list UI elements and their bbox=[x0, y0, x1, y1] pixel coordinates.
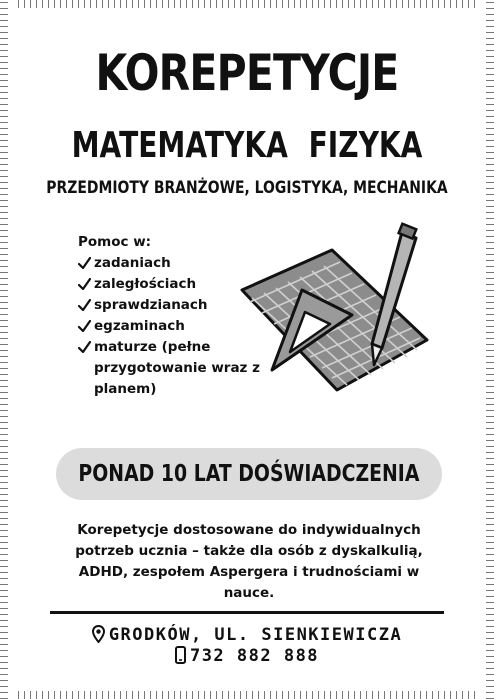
math-tools-illustration bbox=[232, 220, 442, 410]
ruler-border-bottom bbox=[0, 685, 494, 699]
ruler-border-left bbox=[0, 0, 14, 699]
divider bbox=[50, 611, 444, 614]
checkmark-icon bbox=[78, 337, 94, 353]
page-title: KOREPETYCJE bbox=[95, 44, 399, 102]
help-item-label: sprawdzianach bbox=[94, 297, 208, 313]
page-subtitle: MATEMATYKA FIZYKA bbox=[71, 125, 423, 166]
ruler-border-top bbox=[0, 0, 494, 14]
checkmark-icon bbox=[78, 316, 94, 332]
checkmark-icon bbox=[78, 274, 94, 290]
checkmark-icon bbox=[78, 253, 94, 269]
help-item-label: zaległościach bbox=[94, 276, 197, 292]
help-item-label: maturze (pełne przygotowanie wraz z planem) bbox=[94, 339, 260, 397]
address-text: GRODKÓW, UL. SIENKIEWICZA bbox=[108, 625, 403, 645]
help-heading: Pomoc w: bbox=[78, 234, 152, 250]
description-text: Korepetycje dostosowane do indywidualnych potrzeb ucznia – także dla osób z dyskalkulią, ADHD, zespołem Aspergera i trudnościami w nauce. bbox=[75, 522, 423, 601]
help-item-label: zadaniach bbox=[94, 255, 171, 271]
ruler-border-right bbox=[480, 0, 494, 699]
mobile-phone-icon bbox=[175, 646, 186, 670]
experience-banner bbox=[56, 448, 442, 500]
checkmark-icon bbox=[78, 295, 94, 311]
subjects-line: PRZEDMIOTY BRANŻOWE, LOGISTYKA, MECHANIKA bbox=[46, 178, 448, 198]
phone-number[interactable]: 732 882 888 bbox=[189, 646, 320, 666]
phone-line bbox=[0, 645, 494, 670]
experience-label: PONAD 10 LAT DOŚWIADCZENIA bbox=[78, 461, 420, 487]
help-item-label: egzaminach bbox=[94, 318, 185, 334]
